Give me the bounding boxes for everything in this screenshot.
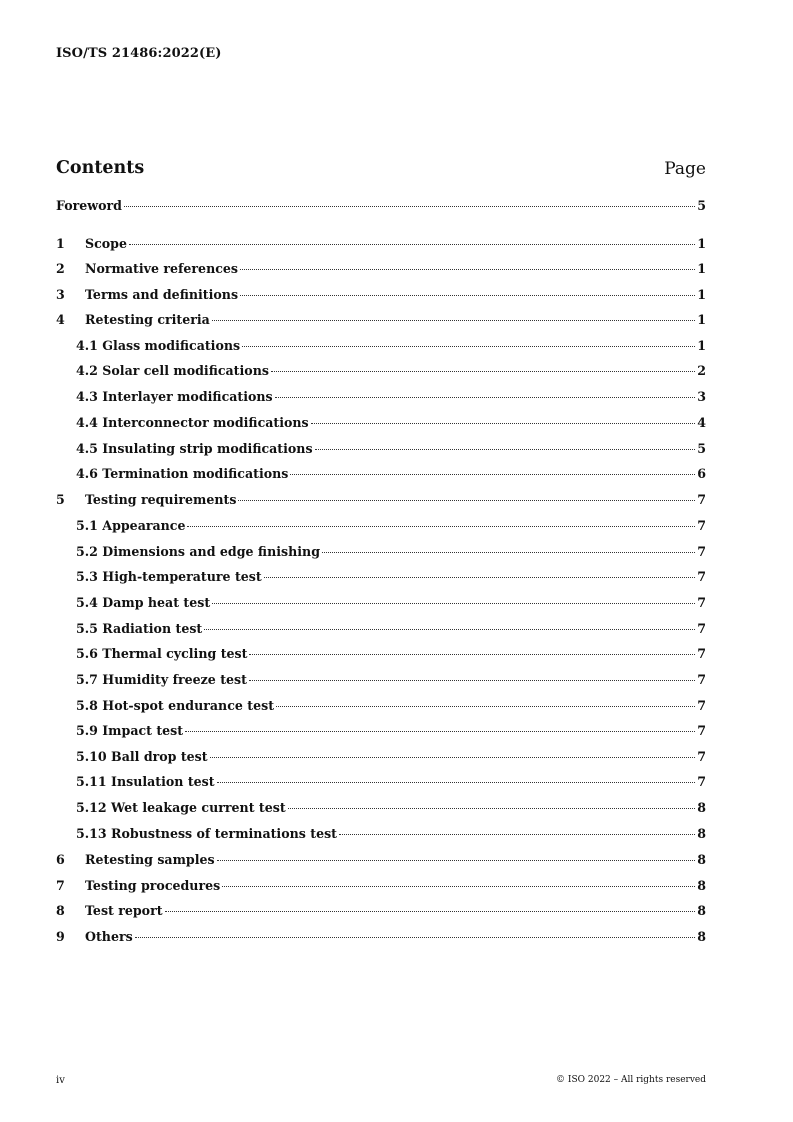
dot-leader [187,525,695,527]
document-id: ISO/TS 21486:2022(E) [56,46,222,61]
toc-entry-title: 5.12 Wet leakage current test [76,800,286,815]
toc-entry-number: 8 [56,903,65,918]
toc-entry[interactable] [56,236,706,258]
dot-leader [311,422,696,424]
toc-entry[interactable] [76,338,706,360]
toc-entry[interactable] [76,698,706,720]
toc-entry-title: Test report [85,903,163,918]
toc-entry-number: 3 [56,287,65,302]
toc-entry[interactable] [76,595,706,617]
dot-leader [135,936,696,938]
dot-leader [271,370,695,372]
toc-entry-page: 7 [697,569,706,584]
toc-entry-page: 8 [697,929,706,944]
toc-entry-title: Retesting samples [85,852,215,867]
toc-entry-title: Others [85,929,133,944]
dot-leader [249,679,695,681]
toc-entry[interactable] [56,492,706,514]
toc-entry[interactable] [56,198,706,220]
toc-entry-number: 1 [56,236,65,251]
toc-entry[interactable] [56,261,706,283]
toc-entry[interactable] [56,312,706,334]
toc-entry[interactable] [56,852,706,874]
toc-entry-page: 8 [697,878,706,893]
toc-entry-title: Retesting criteria [85,312,210,327]
toc-entry-page: 3 [697,389,706,404]
toc-entry-page: 7 [697,749,706,764]
dot-leader [185,730,695,732]
dot-leader [204,628,695,630]
toc-entry[interactable] [76,415,706,437]
toc-entry-page: 5 [697,441,706,456]
toc-entry-page: 7 [697,774,706,789]
toc-entry-title: Testing procedures [85,878,221,893]
toc-entry-page: 8 [697,800,706,815]
footer-copyright: © ISO 2022 – All rights reserved [556,1075,706,1085]
toc-entry-title: 5.13 Robustness of terminations test [76,826,337,841]
dot-leader [217,781,696,783]
toc-entry-page: 1 [697,287,706,302]
dot-leader [165,910,696,912]
dot-leader [238,499,695,501]
toc-entry-page: 7 [697,698,706,713]
toc-entry[interactable] [76,363,706,385]
toc-entry-page: 7 [697,595,706,610]
toc-entry-title: 5.4 Damp heat test [76,595,211,610]
toc-entry-page: 7 [697,672,706,687]
toc-entry-title: 5.5 Radiation test [76,621,203,636]
toc-entry[interactable] [76,672,706,694]
dot-leader [212,319,695,321]
toc-entry-title: Normative references [85,261,239,276]
toc-entry-page: 1 [697,312,706,327]
toc-entry-title: 5.6 Thermal cycling test [76,646,248,661]
dot-leader [210,756,696,758]
toc-entry[interactable] [76,749,706,771]
toc-entry-title: Foreword [56,198,122,213]
toc-entry[interactable] [76,826,706,848]
toc-entry[interactable] [76,774,706,796]
toc-entry[interactable] [76,518,706,540]
dot-leader [129,243,695,245]
toc-entry-title: Testing requirements [85,492,237,507]
toc-entry-title: 5.9 Impact test [76,723,184,738]
toc-entry[interactable] [76,646,706,668]
toc-entry-page: 4 [697,415,706,430]
toc-entry-title: 5.7 Humidity freeze test [76,672,247,687]
toc-entry-title: 4.1 Glass modifications [76,338,241,353]
toc-entry-title: Scope [85,236,127,251]
toc-entry-page: 8 [697,903,706,918]
toc-entry-number: 4 [56,312,65,327]
toc-entry[interactable] [76,466,706,488]
dot-leader [288,807,696,809]
toc-entry[interactable] [56,929,706,951]
toc-entry-title: 4.6 Termination modifications [76,466,289,481]
toc-entry-page: 2 [697,363,706,378]
dot-leader [276,705,695,707]
page-column-label: Page [664,159,706,179]
toc-entry-title: Terms and definitions [85,287,239,302]
toc-entry-number: 2 [56,261,65,276]
dot-leader [217,859,696,861]
toc-entry-page: 7 [697,544,706,559]
toc-entry-title: 4.2 Solar cell modifications [76,363,269,378]
toc-entry[interactable] [76,621,706,643]
toc-entry[interactable] [76,569,706,591]
toc-entry-page: 7 [697,646,706,661]
toc-entry-title: 5.11 Insulation test [76,774,215,789]
toc-entry-page: 1 [697,338,706,353]
toc-entry-number: 5 [56,492,65,507]
toc-entry-page: 1 [697,236,706,251]
toc-entry[interactable] [76,441,706,463]
toc-entry-title: 5.8 Hot-spot endurance test [76,698,275,713]
toc-entry-page: 7 [697,518,706,533]
toc-entry[interactable] [76,544,706,566]
dot-leader [249,653,695,655]
dot-leader [275,396,696,398]
toc-entry-page: 1 [697,261,706,276]
toc-entry-number: 7 [56,878,65,893]
dot-leader [124,205,695,207]
toc-entry-page: 8 [697,826,706,841]
dot-leader [264,576,696,578]
dot-leader [290,473,695,475]
dot-leader [339,833,695,835]
dot-leader [315,448,696,450]
toc-entry[interactable] [56,903,706,925]
toc-entry[interactable] [76,800,706,822]
dot-leader [222,885,695,887]
toc-entry-title: 4.3 Interlayer modifications [76,389,273,404]
toc-entry[interactable] [76,723,706,745]
toc-entry-title: 4.4 Interconnector modifications [76,415,309,430]
toc-entry[interactable] [56,878,706,900]
toc-entry-page: 7 [697,723,706,738]
dot-leader [212,602,695,604]
toc-entry-page: 8 [697,852,706,867]
contents-heading: Contents [56,158,145,178]
footer-page-number: iv [56,1075,65,1086]
toc-entry-title: 5.2 Dimensions and edge finishing [76,544,321,559]
toc-entry-title: 5.3 High-temperature test [76,569,262,584]
toc-entry-title: 4.5 Insulating strip modifications [76,441,313,456]
toc-entry-title: 5.10 Ball drop test [76,749,208,764]
toc-entry-title: 5.1 Appearance [76,518,186,533]
dot-leader [242,345,695,347]
toc-entry-number: 9 [56,929,65,944]
toc-entry[interactable] [56,287,706,309]
toc-entry-page: 5 [697,198,706,213]
dot-leader [240,294,695,296]
toc-entry-page: 7 [697,492,706,507]
toc-entry-page: 6 [697,466,706,481]
toc-entry-page: 7 [697,621,706,636]
toc-entry-number: 6 [56,852,65,867]
dot-leader [322,551,695,553]
toc-entry[interactable] [76,389,706,411]
dot-leader [240,268,695,270]
